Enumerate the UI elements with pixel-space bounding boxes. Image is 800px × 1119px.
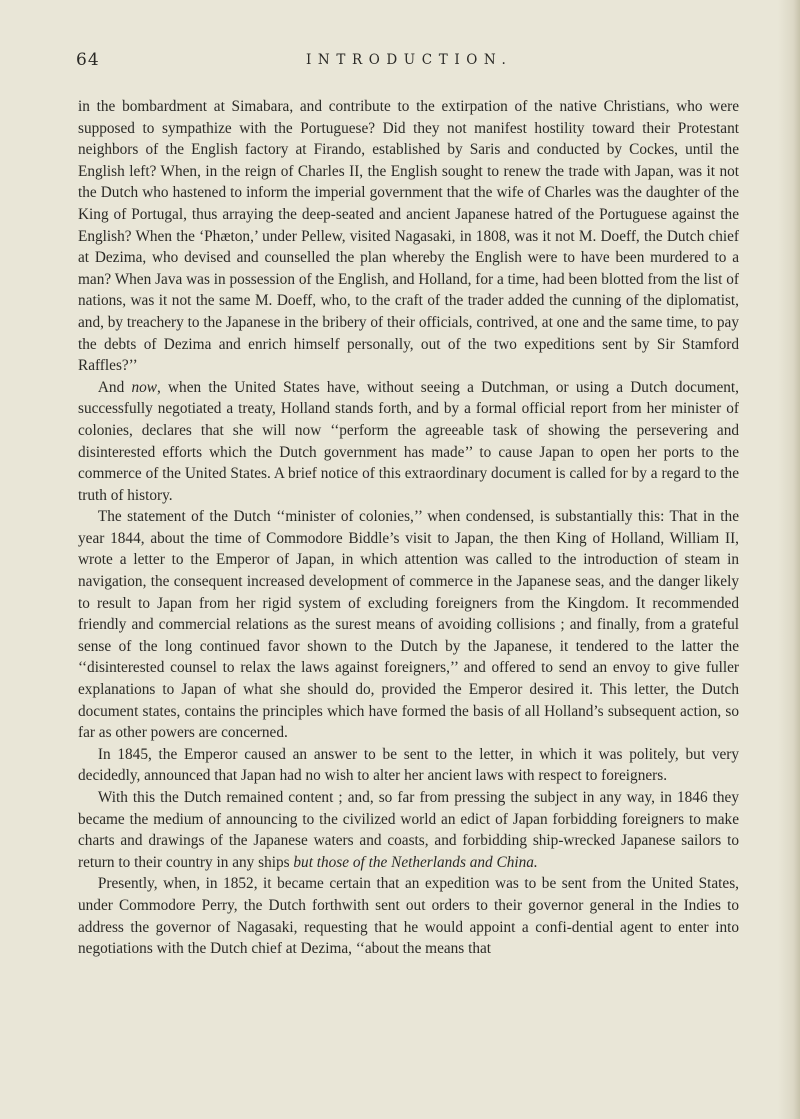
paragraph-6 — [78, 873, 739, 959]
paragraph-1 — [78, 96, 739, 377]
paragraph-3 — [78, 506, 739, 744]
paragraph-4-text: In 1845, the Emperor caused an answer to be sent to the letter, in which it was politely, but very decidedly, announced that Japan had no wish to alter her ancient laws with respect to foreigners. — [78, 745, 739, 785]
paragraph-1-text: in the bombardment at Simabara, and contribute to the extirpation of the native Christians, who were supposed to sympathize with the Portuguese? Did they not manifest hostility toward their Protestant neighbors of the English factory at Firando, established by Saris and conducted by Cockes, until the English left? When, in the reign of Charles II, the English sought to renew the trade with Japan, was it not the Dutch who hastened to inform the imperial government that the wife of Charles was the daughter of the King of Portugal, thus arraying the deep-seated and ancient Japanese hatred of the Portuguese against the English? When the ‘Phæton,’ under Pellew, visited Nagasaki, in 1808, was it not M. Doeff, the Dutch chief at Dezima, who devised and counselled the plan whereby the English were to have been murdered to a man? When Java was in possession of the English, and Holland, for a time, had been blotted from the list of nations, was it not the same M. Doeff, who, to the craft of the trader added the cunning of the diplomatist, and, by treachery to the Japanese in the bribery of their officials, contrived, at one and the same time, to pay the debts of Dezima and enrich himself personally, out of the two expeditions sent by Sir Stamford Raffles?’’ — [78, 98, 739, 375]
paragraph-2 — [78, 377, 739, 507]
paragraph-5-italic-phrase: but those of the Netherlands and China. — [293, 853, 538, 871]
paragraph-2-italic-word: now — [131, 378, 157, 396]
body-text — [78, 96, 739, 960]
page-number: 64 — [76, 50, 100, 70]
page-edge-shadow — [778, 0, 800, 1119]
paragraph-5-text: With this the Dutch remained content ; and, so far from pressing the subject in any way, in 1846 they became the medium of announcing to the civilized world an edict of Japan forbidding foreigners to make charts and drawings of the Japanese waters and coasts, and forbidding ship-wrecked Japanese sailors to return to their country in any ships — [78, 789, 739, 871]
paragraph-6-text: Presently, when, in 1852, it became certain that an expedition was to be sent from the United States, under Commodore Perry, the Dutch forthwith sent out orders to their governor general in the Indies to address the governor of Nagasaki, requesting that he would appoint a confi-dential agent to enter into negotiations with the Dutch chief at Dezima, ‘‘about the means that — [78, 875, 739, 958]
paragraph-5 — [78, 787, 739, 873]
paragraph-2-lead: And — [97, 378, 132, 396]
paragraph-4 — [78, 744, 739, 787]
paragraph-3-text: The statement of the Dutch ‘‘minister of colonies,’’ when condensed, is substantially this: That in the year 1844, about the time of Commodore Biddle’s visit to Japan, the then King of Holland, William II, wrote a letter to the Emperor of Japan, in which attention was called to the introduction of steam in navigation, the consequent increased development of commerce in the Japanese seas, and the danger likely to result to Japan from her rigid system of excluding foreigners from the Kingdom. It recommended friendly and commercial relations as the surest means of avoiding collisions ; and finally, from a grateful sense of the long continued favor shown to the Dutch by the Japanese, it tendered to the latter the ‘‘disinterested counsel to relax the laws against foreigners,’’ and offered to send an envoy to give fuller explanations to Japan of what she should do, provided the Emperor desired it. This letter, the Dutch document states, contains the principles which have formed the basis of all Holland’s subsequent action, so far as other powers are concerned. — [78, 508, 739, 742]
running-head: INTRODUCTION. — [306, 52, 513, 68]
paragraph-2-text: , when the United States have, without seeing a Dutchman, or using a Dutch document, successfully negotiated a treaty, Holland stands forth, and by a formal official report from her minister of colonies, declares that she will now ‘‘perform the agreeable task of showing the persevering and disinterested efforts which the Dutch government has made’’ to cause Japan to open her ports to the commerce of the United States. A brief notice of this extraordinary document is called for by a regard to the truth of history. — [78, 378, 740, 504]
